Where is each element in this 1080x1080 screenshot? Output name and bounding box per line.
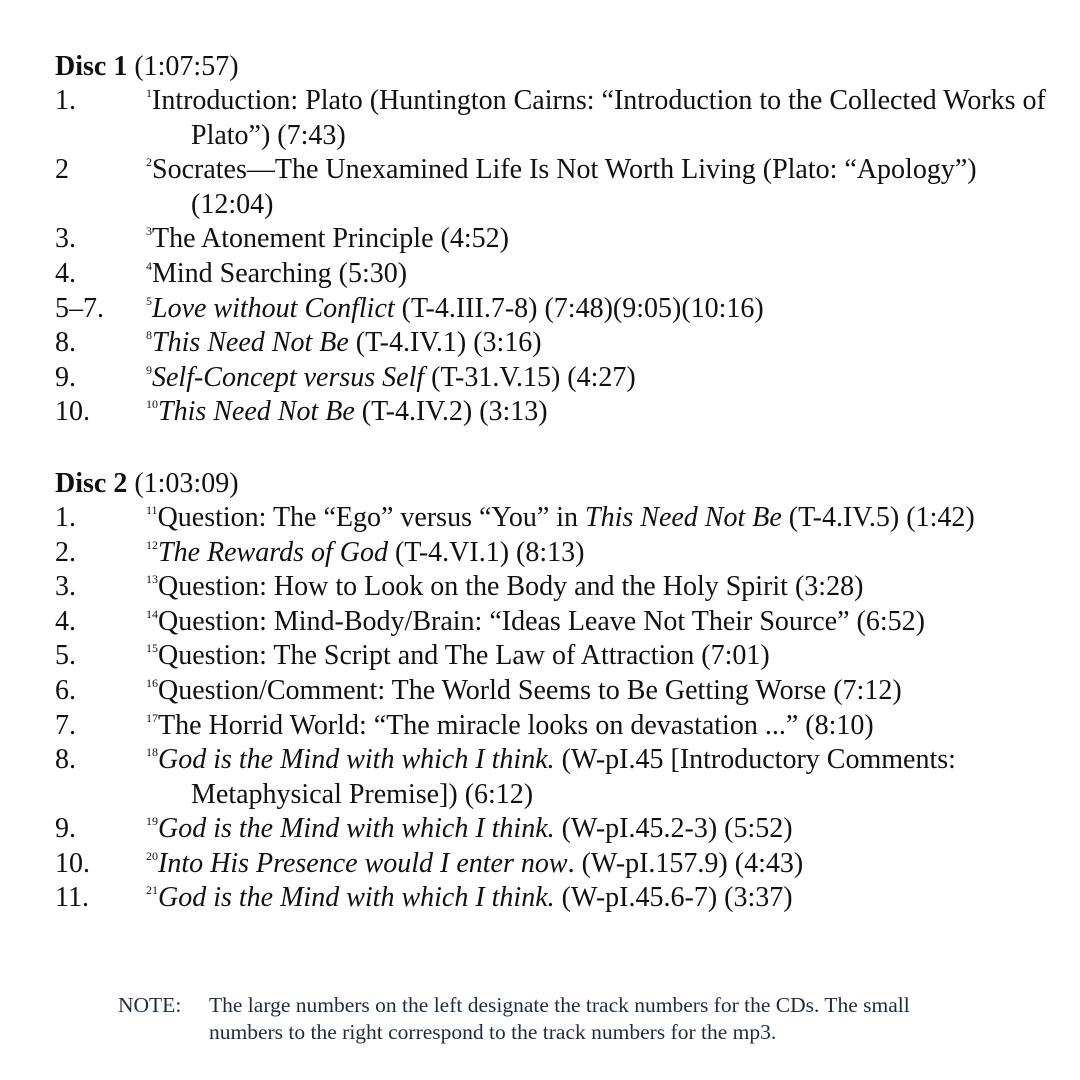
track-text bbox=[146, 709, 1065, 744]
cd-track-number: 10. bbox=[55, 396, 90, 428]
track-description: Mind Searching (5:30) bbox=[152, 257, 408, 289]
disc-duration: (1:07:57) bbox=[134, 51, 239, 82]
track-text bbox=[146, 743, 1065, 812]
track-row bbox=[55, 709, 1065, 744]
disc-2-section bbox=[55, 467, 1065, 916]
cd-track-number: 2. bbox=[55, 536, 76, 568]
track-text bbox=[146, 812, 1065, 847]
cd-track-number: 8. bbox=[55, 744, 76, 776]
track-row bbox=[55, 361, 1065, 396]
track-text bbox=[146, 570, 1065, 605]
cd-track-number: 1. bbox=[55, 501, 76, 533]
track-text bbox=[146, 501, 1065, 536]
mp3-track-number: 1 bbox=[146, 86, 152, 100]
cd-track-number: 10. bbox=[55, 847, 90, 879]
mp3-track-number: 10 bbox=[146, 397, 158, 412]
track-row bbox=[55, 501, 1065, 536]
mp3-track-number: 18 bbox=[146, 745, 158, 760]
mp3-track-number: 15 bbox=[146, 641, 158, 656]
track-text bbox=[146, 222, 1065, 257]
track-title: This Need Not Be bbox=[585, 501, 782, 533]
cd-track-number: 1. bbox=[55, 85, 76, 116]
track-listing bbox=[55, 50, 1065, 916]
track-row bbox=[55, 639, 1065, 674]
track-reference: (T-31.V.15) (4:27) bbox=[424, 361, 636, 393]
track-title: Into His Presence would I enter now bbox=[158, 847, 568, 879]
cd-track-number: 9. bbox=[55, 813, 76, 845]
track-description: Introduction: Plato (Huntington Cairns: “Introduction to the Collected Works of Plato”) (7:43) bbox=[152, 85, 1046, 151]
track-description: Question/Comment: The World Seems to Be Getting Worse (7:12) bbox=[158, 674, 902, 706]
track-title: God is the Mind with which I think. bbox=[158, 882, 555, 914]
track-text bbox=[146, 292, 1065, 327]
track-row bbox=[55, 570, 1065, 605]
track-reference: (W-pI.45.2-3) (5:52) bbox=[554, 813, 793, 845]
track-title: The Rewards of God bbox=[158, 536, 388, 568]
track-text bbox=[146, 639, 1065, 674]
track-row bbox=[55, 605, 1065, 640]
mp3-track-number: 17 bbox=[146, 710, 158, 725]
track-title: Self-Concept versus Self bbox=[152, 361, 425, 393]
track-row bbox=[55, 536, 1065, 571]
track-text bbox=[146, 605, 1065, 640]
track-text bbox=[146, 847, 1065, 882]
mp3-track-number: 5 bbox=[146, 293, 152, 308]
disc-heading bbox=[55, 50, 1065, 84]
track-reference: (T-4.IV.1) (3:16) bbox=[348, 327, 542, 359]
track-title: God is the Mind with which I think. bbox=[158, 744, 555, 776]
track-row bbox=[55, 222, 1065, 257]
note-text: The large numbers on the left designate the track numbers for the CDs. The small numbers to the right correspond to the track numbers for the mp3. bbox=[209, 993, 910, 1044]
track-description: Question: The “Ego” versus “You” in bbox=[157, 501, 586, 533]
track-title: Love without Conflict bbox=[152, 292, 395, 324]
cd-track-number: 5–7. bbox=[55, 292, 104, 324]
track-description: The Atonement Principle (4:52) bbox=[152, 223, 509, 255]
mp3-track-number: 20 bbox=[146, 848, 158, 863]
cd-track-number: 7. bbox=[55, 709, 76, 741]
mp3-track-number: 11 bbox=[146, 502, 158, 517]
track-text bbox=[146, 395, 1065, 430]
track-text bbox=[146, 257, 1065, 292]
mp3-track-number: 12 bbox=[146, 537, 158, 552]
track-description: The Horrid World: “The miracle looks on devastation ...” (8:10) bbox=[158, 709, 874, 741]
track-list bbox=[55, 501, 1065, 916]
mp3-track-number: 9 bbox=[146, 362, 152, 377]
track-row bbox=[55, 153, 1065, 222]
track-row bbox=[55, 812, 1065, 847]
cd-track-number: 11. bbox=[55, 882, 89, 914]
mp3-track-number: 21 bbox=[146, 883, 158, 898]
track-text bbox=[146, 326, 1065, 361]
cd-track-number: 5. bbox=[55, 640, 76, 672]
mp3-track-number: 8 bbox=[146, 328, 152, 343]
track-row bbox=[55, 84, 1065, 153]
cd-track-number: 6. bbox=[55, 674, 76, 706]
track-description: Question: Mind-Body/Brain: “Ideas Leave Not Their Source” (6:52) bbox=[158, 605, 925, 637]
track-reference: (W-pI.45.6-7) (3:37) bbox=[554, 882, 793, 914]
track-description: Question: How to Look on the Body and the Holy Spirit (3:28) bbox=[158, 571, 864, 603]
disc-heading bbox=[55, 467, 1065, 501]
track-description: Question: The Script and The Law of Attraction (7:01) bbox=[158, 640, 770, 672]
disc-label: Disc 2 bbox=[55, 467, 128, 499]
track-row bbox=[55, 395, 1065, 430]
cd-track-number: 9. bbox=[55, 361, 76, 393]
track-text bbox=[146, 153, 1065, 222]
disc-label: Disc 1 bbox=[55, 51, 128, 82]
cd-track-number: 2 bbox=[55, 154, 69, 186]
cd-track-number: 4. bbox=[55, 605, 76, 637]
track-row bbox=[55, 847, 1065, 882]
track-list bbox=[55, 84, 1065, 430]
track-title: This Need Not Be bbox=[158, 396, 355, 428]
track-text bbox=[146, 881, 1065, 916]
mp3-track-number: 19 bbox=[146, 814, 158, 829]
track-reference: (T-4.III.7-8) (7:48)(9:05)(10:16) bbox=[394, 292, 764, 324]
track-text bbox=[146, 536, 1065, 571]
track-title: God is the Mind with which I think. bbox=[158, 813, 555, 845]
track-text bbox=[146, 84, 1065, 153]
cd-track-number: 3. bbox=[55, 223, 76, 255]
track-description: Socrates—The Unexamined Life Is Not Worth Living (Plato: “Apology”) (12:04) bbox=[152, 154, 977, 220]
track-row bbox=[55, 743, 1065, 812]
note-label: NOTE: bbox=[118, 993, 182, 1017]
track-reference: (T-4.IV.2) (3:13) bbox=[354, 396, 548, 428]
track-reference: (T-4.IV.5) (1:42) bbox=[781, 501, 975, 533]
cd-track-number: 8. bbox=[55, 327, 76, 359]
track-row bbox=[55, 257, 1065, 292]
mp3-track-number: 14 bbox=[146, 606, 158, 621]
track-text bbox=[146, 674, 1065, 709]
cd-track-number: 3. bbox=[55, 571, 76, 603]
track-reference: (W-pI.45 [Introductory Comments: Metaphysical Premise]) (6:12) bbox=[191, 744, 956, 810]
cd-track-number: 4. bbox=[55, 257, 76, 289]
track-reference: . (W-pI.157.9) (4:43) bbox=[567, 847, 804, 879]
footnote bbox=[118, 992, 978, 1046]
track-row bbox=[55, 326, 1065, 361]
mp3-track-number: 13 bbox=[146, 572, 158, 587]
track-title: This Need Not Be bbox=[152, 327, 349, 359]
track-row bbox=[55, 881, 1065, 916]
mp3-track-number: 2 bbox=[146, 155, 152, 170]
mp3-track-number: 16 bbox=[146, 675, 158, 690]
track-row bbox=[55, 674, 1065, 709]
track-row bbox=[55, 292, 1065, 327]
mp3-track-number: 3 bbox=[146, 224, 152, 239]
disc-1-section bbox=[55, 50, 1065, 430]
track-reference: (T-4.VI.1) (8:13) bbox=[387, 536, 585, 568]
mp3-track-number: 4 bbox=[146, 258, 152, 273]
disc-duration: (1:03:09) bbox=[134, 467, 239, 499]
track-text bbox=[146, 361, 1065, 396]
